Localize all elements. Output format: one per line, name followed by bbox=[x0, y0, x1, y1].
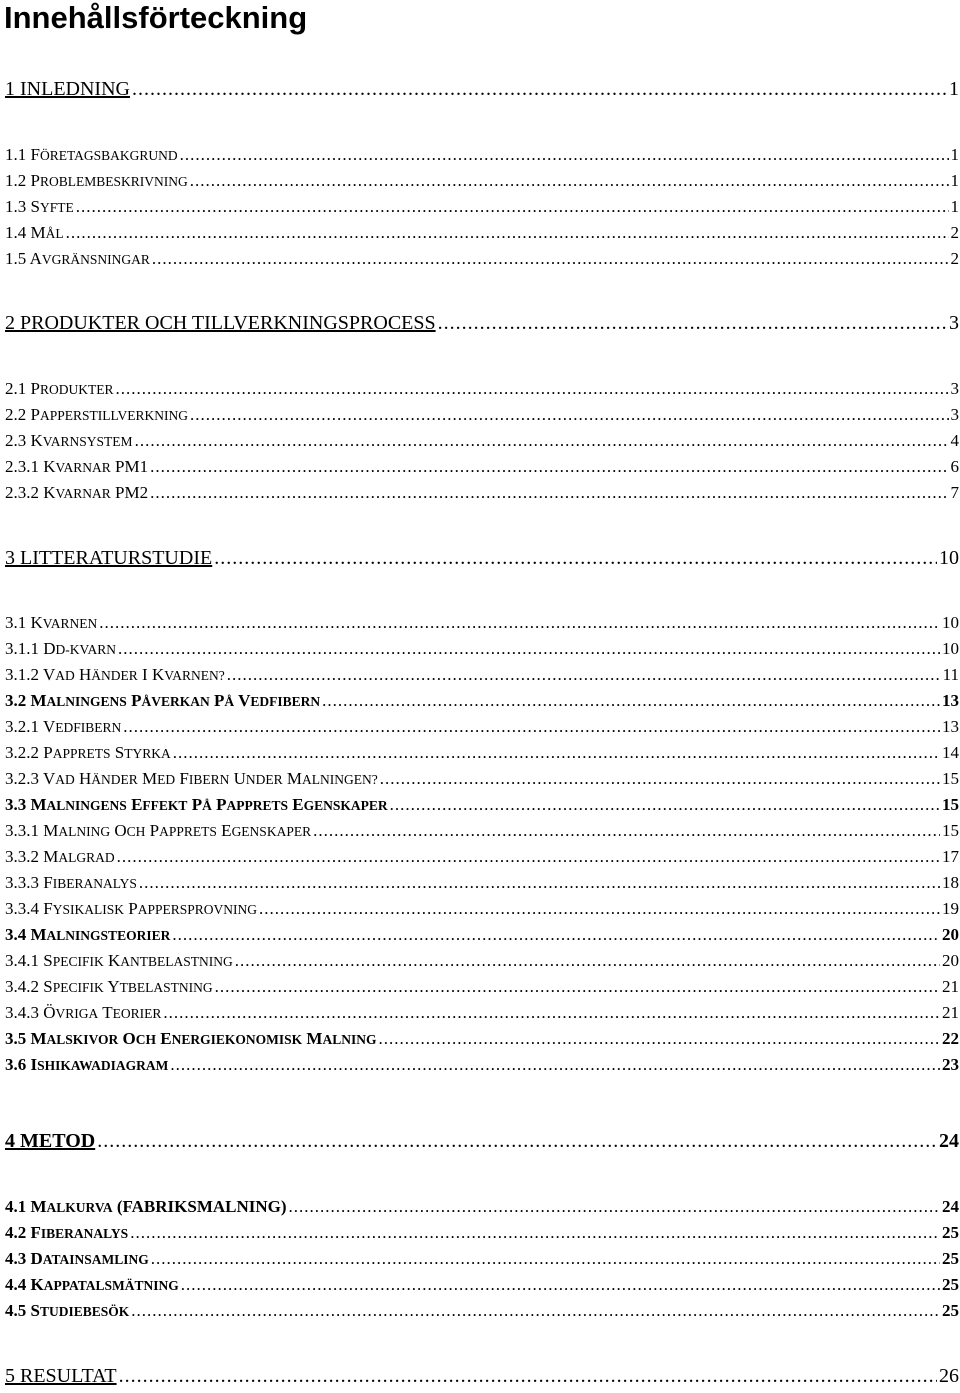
toc-entry-label bbox=[5, 847, 115, 868]
toc-entry-label bbox=[5, 873, 137, 894]
toc-entry-label bbox=[5, 717, 121, 738]
toc-entry-number: 1 bbox=[5, 78, 15, 100]
toc-entry-label bbox=[5, 1129, 95, 1153]
dot-leader bbox=[97, 1129, 937, 1153]
toc-entry-title: FÖRETAGSBAKGRUND bbox=[30, 145, 178, 164]
toc-entry-number: 3.2 bbox=[5, 691, 27, 710]
dot-leader bbox=[115, 379, 948, 399]
toc-entry-page: 15 bbox=[942, 795, 959, 814]
toc-entry[interactable] bbox=[5, 769, 959, 790]
page-title: Innehållsförteckning bbox=[4, 0, 308, 35]
toc-entry-label bbox=[5, 1364, 117, 1388]
toc-entry-number: 3.1.2 bbox=[5, 665, 39, 684]
toc-entry-page: 10 bbox=[939, 547, 959, 569]
toc-entry-page: 1 bbox=[950, 171, 959, 190]
toc-entry-title: KVARNAR PM1 bbox=[43, 457, 149, 476]
toc-entry-label bbox=[5, 405, 188, 426]
toc-entry-label bbox=[5, 1249, 149, 1270]
dot-leader bbox=[170, 1055, 940, 1075]
toc-entry-page: 11 bbox=[942, 665, 959, 684]
toc-entry-number: 2.1 bbox=[5, 379, 27, 398]
toc-entry-label bbox=[5, 665, 225, 686]
toc-entry-number: 3.3.1 bbox=[5, 821, 39, 840]
toc-entry-page: 24 bbox=[939, 1130, 959, 1152]
toc-entry-number: 4.4 bbox=[5, 1275, 27, 1294]
toc-entry-title: SYFTE bbox=[30, 197, 74, 216]
toc-entry[interactable] bbox=[5, 795, 959, 816]
toc-entry-number: 1.5 bbox=[5, 249, 27, 268]
toc-entry-page: 17 bbox=[942, 847, 959, 866]
toc-entry[interactable] bbox=[5, 691, 959, 712]
toc-entry-title: PRODUKTER OCH TILLVERKNINGSPROCESS bbox=[20, 312, 436, 334]
toc-entry-page: 1 bbox=[950, 145, 959, 164]
dot-leader bbox=[163, 1003, 940, 1023]
toc-entry[interactable] bbox=[5, 249, 959, 270]
toc-entry[interactable] bbox=[5, 405, 959, 426]
toc-entry[interactable] bbox=[5, 613, 959, 634]
toc-entry[interactable] bbox=[5, 483, 959, 504]
dot-leader bbox=[135, 431, 949, 451]
dot-leader bbox=[289, 1197, 940, 1217]
dot-leader bbox=[180, 145, 949, 165]
toc-entry-label bbox=[5, 639, 116, 660]
toc-entry-number: 3.4.2 bbox=[5, 977, 39, 996]
toc-entry-label bbox=[5, 249, 150, 270]
toc-entry-title: MALNINGSTEORIER bbox=[30, 925, 171, 944]
toc-entry-title: PAPPERSTILLVERKNING bbox=[30, 405, 188, 424]
toc-entry-title: MALNINGENS PÅVERKAN PÅ VEDFIBERN bbox=[30, 691, 321, 710]
toc-entry-label bbox=[5, 145, 178, 166]
toc-entry-page: 26 bbox=[939, 1365, 959, 1387]
dot-leader bbox=[119, 1364, 937, 1388]
toc-entry-number: 4.5 bbox=[5, 1301, 27, 1320]
dot-leader bbox=[313, 821, 940, 841]
toc-entry-page: 25 bbox=[942, 1223, 959, 1242]
toc-entry-page: 20 bbox=[942, 925, 959, 944]
toc-entry[interactable] bbox=[5, 1029, 959, 1050]
toc-entry-title: STUDIEBESÖK bbox=[30, 1301, 130, 1320]
dot-leader bbox=[130, 1223, 940, 1243]
toc-entry-title: ISHIKAWADIAGRAM bbox=[30, 1055, 169, 1074]
toc-entry-title: PROBLEMBESKRIVNING bbox=[30, 171, 188, 190]
toc-entry-page: 18 bbox=[942, 873, 959, 892]
toc-entry-label bbox=[5, 691, 320, 712]
toc-entry-label bbox=[5, 899, 257, 920]
toc-entry-title: KVARNEN bbox=[30, 613, 98, 632]
toc-entry[interactable] bbox=[5, 1197, 959, 1218]
toc-entry-title: LITTERATURSTUDIE bbox=[20, 547, 213, 569]
toc-entry-label bbox=[5, 1003, 161, 1024]
toc-entry[interactable] bbox=[5, 1129, 959, 1153]
toc-entry-page: 15 bbox=[942, 769, 959, 788]
dot-leader bbox=[117, 847, 940, 867]
toc-entry-label bbox=[5, 1055, 168, 1076]
toc-entry[interactable] bbox=[5, 379, 959, 400]
toc-entry[interactable] bbox=[5, 1301, 959, 1322]
toc-entry-label bbox=[5, 1197, 287, 1218]
toc-entry-label bbox=[5, 546, 212, 570]
toc-entry-number: 3.4 bbox=[5, 925, 27, 944]
toc-entry-label bbox=[5, 1029, 376, 1050]
toc-entry-label bbox=[5, 1301, 129, 1322]
toc-entry-page: 25 bbox=[942, 1275, 959, 1294]
toc-entry-number: 3 bbox=[5, 547, 15, 569]
toc-entry-title: METOD bbox=[20, 1130, 96, 1152]
toc-entry-page: 23 bbox=[942, 1055, 959, 1074]
toc-entry-page: 13 bbox=[942, 717, 959, 736]
toc-entry-title: MALNINGENS EFFEKT PÅ PAPPRETS EGENSKAPER bbox=[30, 795, 388, 814]
toc-entry-label bbox=[5, 1223, 128, 1244]
toc-entry-page: 15 bbox=[942, 821, 959, 840]
toc-entry-label bbox=[5, 197, 74, 218]
toc-entry-title: ÖVRIGA TEORIER bbox=[43, 1003, 162, 1022]
toc-entry-label bbox=[5, 925, 170, 946]
toc-entry-title: DD-KVARN bbox=[43, 639, 117, 658]
dot-leader bbox=[118, 639, 940, 659]
dot-leader bbox=[214, 546, 937, 570]
toc-entry-number: 3.4.1 bbox=[5, 951, 39, 970]
toc-entry-page: 13 bbox=[942, 691, 959, 710]
toc-entry-title: INLEDNING bbox=[20, 78, 130, 100]
dot-leader bbox=[152, 249, 949, 269]
toc-entry-page: 22 bbox=[942, 1029, 959, 1048]
toc-entry-page: 4 bbox=[950, 431, 959, 450]
dot-leader bbox=[378, 1029, 940, 1049]
toc-entry-number: 1.4 bbox=[5, 223, 27, 242]
toc-entry-title: FYSIKALISK PAPPERSPROVNING bbox=[43, 899, 257, 918]
toc-entry-label bbox=[5, 431, 133, 452]
toc-entry-number: 3.4.3 bbox=[5, 1003, 39, 1022]
toc-entry-title: FIBERANALYS bbox=[43, 873, 137, 892]
toc-entry[interactable] bbox=[5, 951, 959, 972]
toc-entry[interactable] bbox=[5, 171, 959, 192]
dot-leader bbox=[139, 873, 940, 893]
toc-entry-number: 2 bbox=[5, 312, 15, 334]
toc-entry-page: 10 bbox=[942, 613, 959, 632]
toc-entry-page: 14 bbox=[942, 743, 959, 762]
dot-leader bbox=[380, 769, 940, 789]
toc-entry-label bbox=[5, 795, 388, 816]
toc-entry-label bbox=[5, 769, 378, 790]
dot-leader bbox=[235, 951, 940, 971]
toc-entry-number: 3.3.4 bbox=[5, 899, 39, 918]
toc-entry-title: PRODUKTER bbox=[30, 379, 114, 398]
dot-leader bbox=[131, 1301, 940, 1321]
toc-entry-number: 4.1 bbox=[5, 1197, 27, 1216]
toc-entry-number: 3.5 bbox=[5, 1029, 27, 1048]
toc-entry-page: 2 bbox=[950, 249, 959, 268]
toc-entry-number: 3.1.1 bbox=[5, 639, 39, 658]
toc-entry-title: MALSKIVOR OCH ENERGIEKONOMISK MALNING bbox=[30, 1029, 377, 1048]
toc-entry-title: MÅL bbox=[30, 223, 64, 242]
toc-entry-title: AVGRÄNSNINGAR bbox=[29, 249, 150, 268]
toc-entry-number: 2.3 bbox=[5, 431, 27, 450]
dot-leader bbox=[215, 977, 940, 997]
toc-entry-title: MALGRAD bbox=[43, 847, 115, 866]
toc-entry[interactable] bbox=[5, 431, 959, 452]
toc-entry-label bbox=[5, 457, 148, 478]
toc-entry[interactable] bbox=[5, 847, 959, 868]
toc-entry-page: 25 bbox=[942, 1249, 959, 1268]
toc-entry-label bbox=[5, 223, 64, 244]
toc-entry-number: 3.1 bbox=[5, 613, 27, 632]
toc-entry-page: 20 bbox=[942, 951, 959, 970]
toc-entry-title: FIBERANALYS bbox=[30, 1223, 129, 1242]
dot-leader bbox=[150, 457, 948, 477]
dot-leader bbox=[150, 483, 948, 503]
toc-entry-page: 3 bbox=[950, 405, 959, 424]
toc-entry[interactable] bbox=[5, 145, 959, 166]
dot-leader bbox=[190, 171, 949, 191]
toc-entry-label bbox=[5, 743, 171, 764]
toc-entry-number: 3.2.1 bbox=[5, 717, 39, 736]
toc-entry[interactable] bbox=[5, 197, 959, 218]
toc-entry-number: 4.2 bbox=[5, 1223, 27, 1242]
toc-entry[interactable] bbox=[5, 743, 959, 764]
toc-entry-title: VAD HÄNDER I KVARNEN? bbox=[42, 665, 225, 684]
dot-leader bbox=[151, 1249, 940, 1269]
toc-entry[interactable] bbox=[5, 1275, 959, 1296]
dot-leader bbox=[66, 223, 949, 243]
toc-entry-label bbox=[5, 379, 113, 400]
toc-entry-page: 3 bbox=[950, 379, 959, 398]
toc-entry[interactable] bbox=[5, 977, 959, 998]
toc-entry-number: 5 bbox=[5, 1365, 15, 1387]
toc-entry-page: 19 bbox=[942, 899, 959, 918]
toc-entry-title: RESULTAT bbox=[20, 1365, 117, 1387]
toc-entry-title: VEDFIBERN bbox=[42, 717, 122, 736]
dot-leader bbox=[190, 405, 949, 425]
toc-entry-page: 21 bbox=[942, 977, 959, 996]
toc-entry-label bbox=[5, 77, 130, 101]
toc-entry-label bbox=[5, 483, 148, 504]
toc-entry-page: 25 bbox=[942, 1301, 959, 1320]
toc-entry[interactable] bbox=[5, 925, 959, 946]
toc-entry[interactable] bbox=[5, 1003, 959, 1024]
toc-entry[interactable] bbox=[5, 223, 959, 244]
toc-entry-number: 3.6 bbox=[5, 1055, 27, 1074]
toc-entry[interactable] bbox=[5, 546, 959, 570]
toc-entry[interactable] bbox=[5, 899, 959, 920]
toc-entry-number: 3.3.2 bbox=[5, 847, 39, 866]
toc-entry-number: 2.3.1 bbox=[5, 457, 39, 476]
toc-entry-label bbox=[5, 311, 436, 335]
dot-leader bbox=[181, 1275, 940, 1295]
toc-entry-number: 4.3 bbox=[5, 1249, 27, 1268]
toc-entry-label bbox=[5, 977, 213, 998]
dot-leader bbox=[123, 717, 940, 737]
toc-entry-label bbox=[5, 821, 311, 842]
toc-entry-label bbox=[5, 1275, 179, 1296]
toc-entry-title: KVARNSYSTEM bbox=[30, 431, 133, 450]
toc-entry-number: 3.2.3 bbox=[5, 769, 39, 788]
toc-entry[interactable] bbox=[5, 1223, 959, 1244]
dot-leader bbox=[438, 311, 947, 335]
toc-entry-page: 1 bbox=[949, 78, 959, 100]
dot-leader bbox=[227, 665, 941, 685]
toc-entry-number: 4 bbox=[5, 1130, 15, 1152]
toc-entry-page: 6 bbox=[950, 457, 959, 476]
toc-entry[interactable] bbox=[5, 665, 959, 686]
toc-entry[interactable] bbox=[5, 717, 959, 738]
dot-leader bbox=[132, 77, 947, 101]
toc-entry-number: 1.1 bbox=[5, 145, 27, 164]
toc-entry-label bbox=[5, 951, 233, 972]
toc-entry-number: 1.2 bbox=[5, 171, 27, 190]
dot-leader bbox=[99, 613, 940, 633]
toc-entry-page: 21 bbox=[942, 1003, 959, 1022]
toc-entry-title: VAD HÄNDER MED FIBERN UNDER MALNINGEN? bbox=[42, 769, 378, 788]
toc-entry-page: 24 bbox=[942, 1197, 959, 1216]
toc-entry-number: 3.2.2 bbox=[5, 743, 39, 762]
dot-leader bbox=[259, 899, 940, 919]
toc-entry-label bbox=[5, 171, 188, 192]
toc-entry-page: 2 bbox=[950, 223, 959, 242]
toc-entry[interactable] bbox=[5, 77, 959, 101]
toc-entry[interactable] bbox=[5, 1364, 959, 1388]
toc-entry-title: KVARNAR PM2 bbox=[43, 483, 149, 502]
dot-leader bbox=[173, 743, 940, 763]
toc-entry[interactable] bbox=[5, 821, 959, 842]
dot-leader bbox=[76, 197, 949, 217]
toc-entry[interactable] bbox=[5, 1055, 959, 1076]
toc-entry-number: 2.2 bbox=[5, 405, 27, 424]
toc-entry-title: MALKURVA (FABRIKSMALNING) bbox=[30, 1197, 287, 1216]
toc-entry[interactable] bbox=[5, 311, 959, 335]
dot-leader bbox=[172, 925, 940, 945]
dot-leader bbox=[322, 691, 940, 711]
toc-entry-label bbox=[5, 613, 97, 634]
toc-entry-title: KAPPATALSMÄTNING bbox=[30, 1275, 179, 1294]
toc-entry-title: SPECIFIK YTBELASTNING bbox=[43, 977, 213, 996]
toc-entry-number: 3.3.3 bbox=[5, 873, 39, 892]
toc-entry-number: 1.3 bbox=[5, 197, 27, 216]
toc-entry-page: 3 bbox=[949, 312, 959, 334]
toc-entry-title: DATAINSAMLING bbox=[30, 1249, 149, 1268]
toc-entry[interactable] bbox=[5, 457, 959, 478]
toc-entry-title: MALNING OCH PAPPRETS EGENSKAPER bbox=[43, 821, 312, 840]
dot-leader bbox=[390, 795, 940, 815]
toc-entry-title: PAPPRETS STYRKA bbox=[43, 743, 171, 762]
toc-entry-number: 2.3.2 bbox=[5, 483, 39, 502]
toc-entry-page: 1 bbox=[950, 197, 959, 216]
toc-entry-number: 3.3 bbox=[5, 795, 27, 814]
toc-entry[interactable] bbox=[5, 873, 959, 894]
toc-entry[interactable] bbox=[5, 639, 959, 660]
toc-entry-page: 7 bbox=[950, 483, 959, 502]
toc-entry[interactable] bbox=[5, 1249, 959, 1270]
toc-entry-title: SPECIFIK KANTBELASTNING bbox=[43, 951, 233, 970]
toc-entry-page: 10 bbox=[942, 639, 959, 658]
